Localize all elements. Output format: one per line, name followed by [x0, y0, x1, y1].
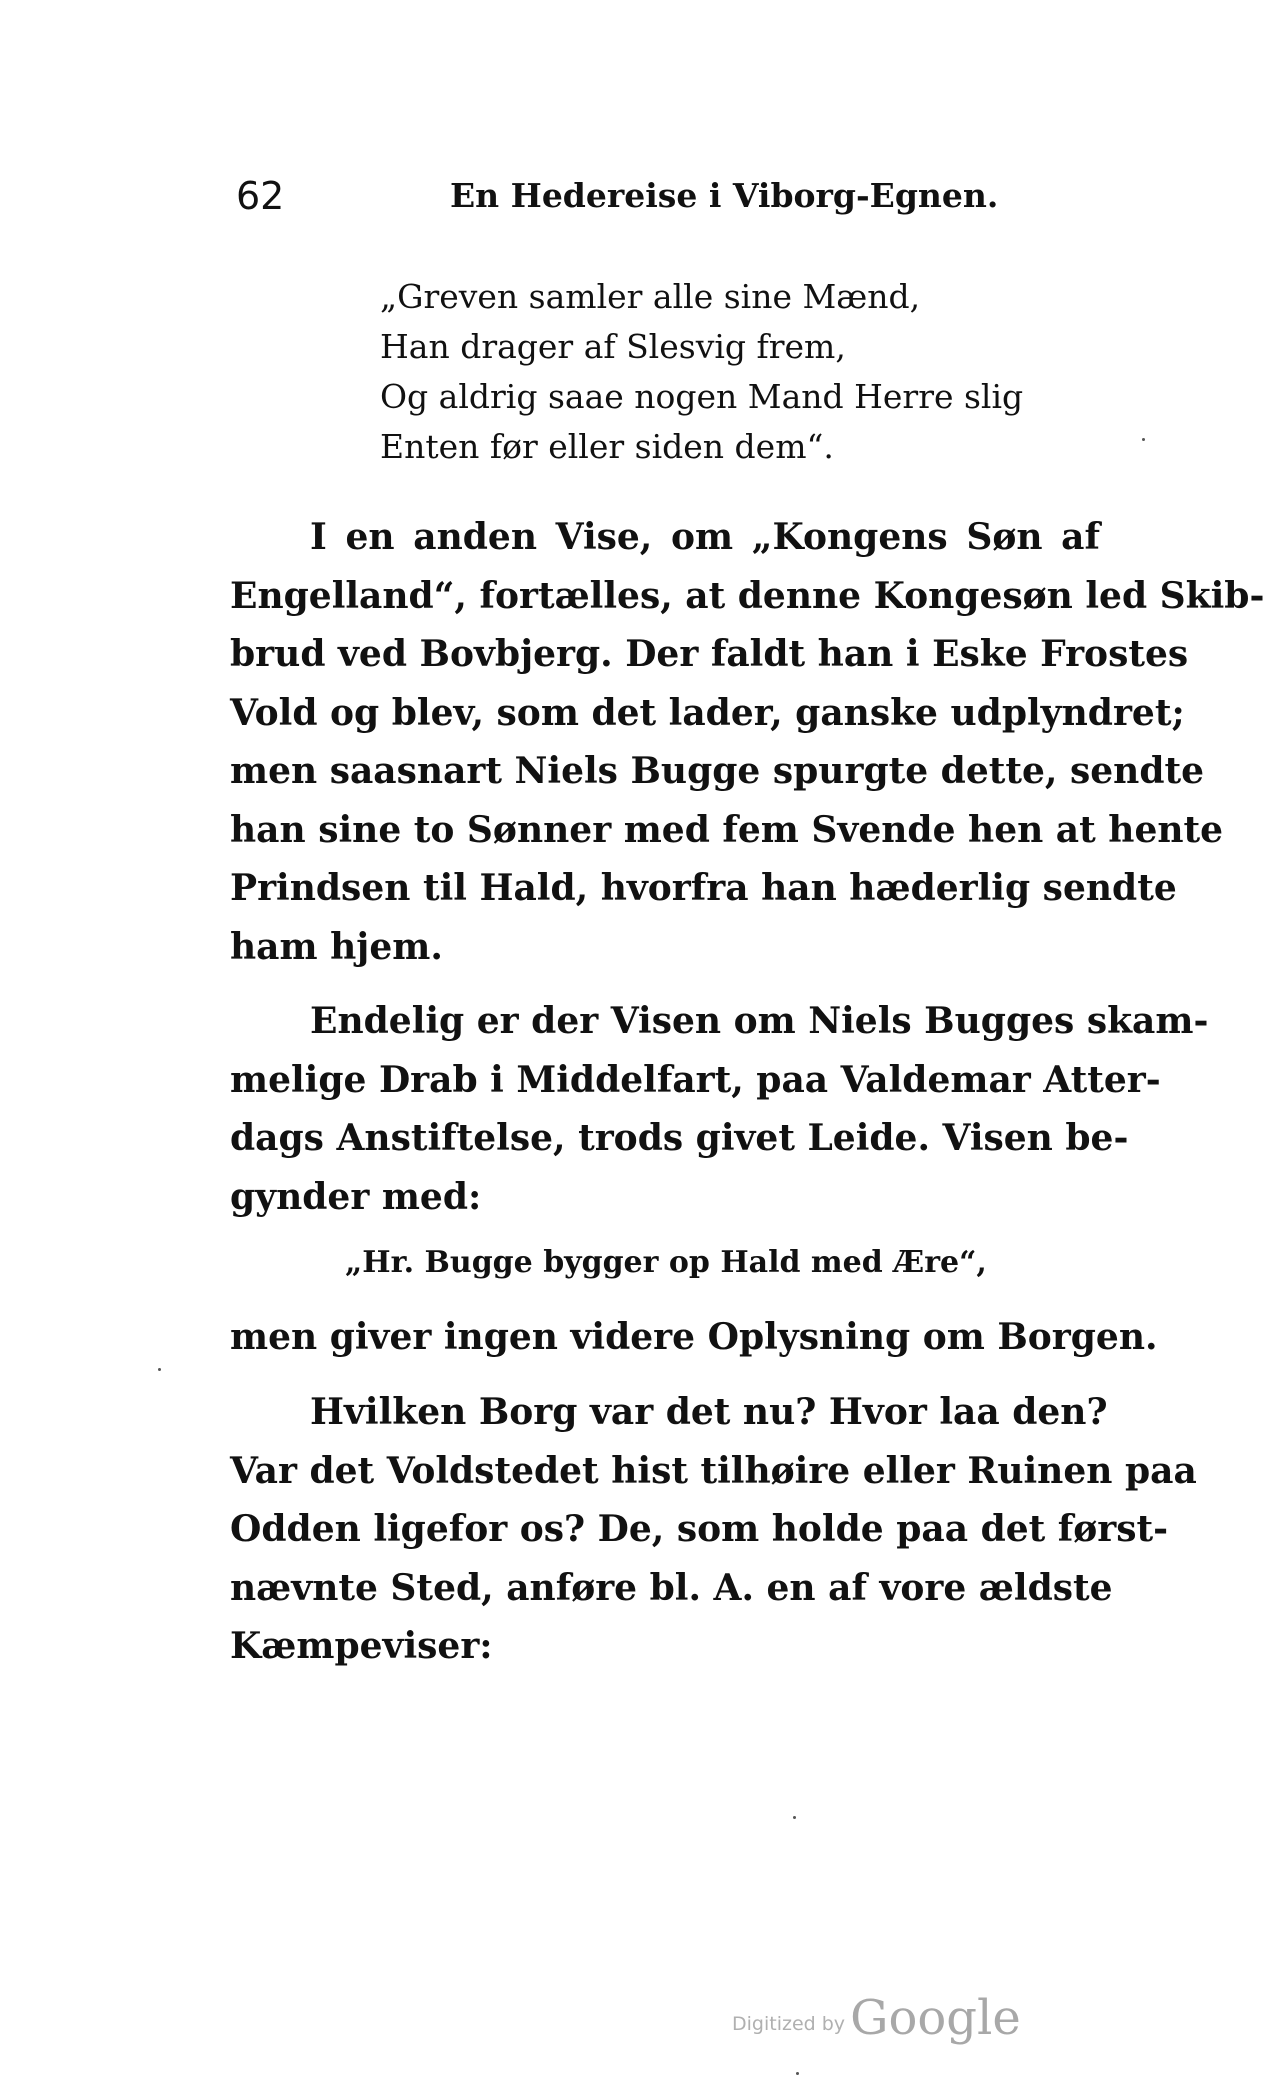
page-number: 62 — [236, 174, 285, 218]
text-line: gynder med: — [230, 1175, 482, 1218]
paragraph-hvilken-borg — [230, 1383, 1197, 1676]
watermark-logo: Google — [850, 1990, 1021, 2046]
text-line: men giver ingen videre Oplysning om Borgen. — [230, 1316, 1158, 1358]
text-line: Endelig er der Visen om Niels Bugges skam- — [310, 1000, 1209, 1042]
text-line: brud ved Bovbjerg. Der faldt han i Eske Frostes — [230, 633, 1189, 675]
text-line: Hvilken Borg var det nu? Hvor laa den? — [310, 1391, 1108, 1433]
text-line: dags Anstiftelse, trods givet Leide. Visen be- — [230, 1117, 1129, 1159]
text-line: men saasnart Niels Bugge spurgte dette, sendte — [230, 750, 1205, 792]
verse-line: Han drager af Slesvig frem, — [380, 327, 846, 366]
verse-line: Og aldrig saae nogen Mand Herre slig — [380, 377, 1024, 416]
page-header — [230, 168, 1100, 228]
running-title: En Hedereise i Viborg-Egnen. — [450, 176, 999, 215]
text-line: Var det Voldstedet hist tilhøire eller Ruinen paa — [230, 1449, 1197, 1492]
text-line: Odden ligefor os? De, som holde paa det først- — [230, 1508, 1169, 1550]
text-line: nævnte Sted, anføre bl. A. en af vore ældste — [230, 1566, 1113, 1609]
scan-speck — [1142, 438, 1145, 441]
text-line: Prindsen til Hald, hvorfra han hæderlig sendte — [230, 867, 1177, 909]
digitized-watermark — [732, 1990, 1021, 2046]
text-line: Engelland“, fortælles, at denne Kongesøn led Skib- — [230, 574, 1265, 617]
verse-line: Enten før eller siden dem“. — [380, 427, 834, 466]
text-line: I en anden Vise, om „Kongens Søn af — [310, 516, 1100, 558]
text-line: Vold og blev, som det lader, ganske udplyndret; — [230, 691, 1185, 734]
text-line: han sine to Sønner med fem Svende hen at hente — [230, 808, 1224, 851]
text-line: melige Drab i Middelfart, paa Valdemar Atter- — [230, 1058, 1161, 1101]
paragraph-continuation — [230, 1308, 1158, 1367]
scan-speck — [793, 1816, 796, 1819]
scan-speck — [158, 1368, 161, 1371]
paragraph-kongens-son — [230, 508, 1265, 976]
watermark-prefix: Digitized by — [732, 2013, 846, 2035]
text-line: Kæmpeviser: — [230, 1625, 493, 1667]
quoted-verse-line: „Hr. Bugge bygger op Hald med Ære“, — [345, 1245, 987, 1280]
verse-stanza — [380, 272, 1023, 472]
scan-speck — [796, 2072, 799, 2075]
paragraph-niels-bugge — [230, 992, 1209, 1226]
text-line: ham hjem. — [230, 925, 443, 968]
verse-line: „Greven samler alle sine Mænd, — [380, 277, 921, 316]
